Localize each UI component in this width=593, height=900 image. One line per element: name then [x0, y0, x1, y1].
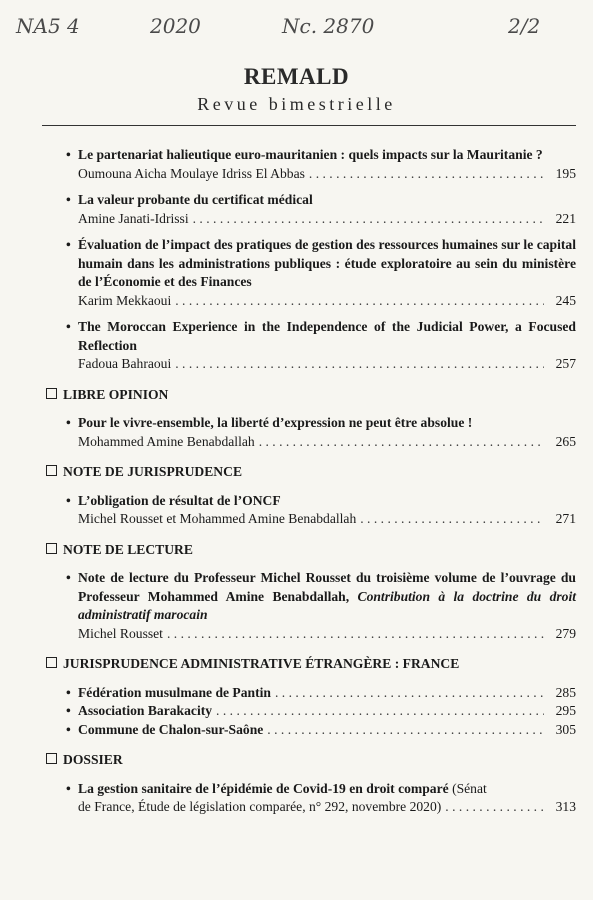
masthead [0, 64, 593, 115]
entry-page: 245 [555, 292, 576, 308]
toc-entry [56, 146, 576, 183]
toc-entry [56, 191, 576, 228]
handwritten-year: 2020 [150, 14, 201, 38]
bullet-icon: • [66, 703, 71, 718]
handwritten-annotations [0, 6, 593, 46]
checkbox-square-icon [46, 543, 57, 554]
entry-page: 305 [555, 721, 576, 737]
entry-title: Le partenariat halieutique euro-mauritanien : quels impacts sur la Mauritanie ? [78, 147, 543, 162]
checkbox-square-icon [46, 753, 57, 764]
bullet-icon: • [66, 147, 71, 162]
entry-page: 195 [555, 165, 576, 181]
entry-title [78, 780, 576, 799]
leader-dots [267, 721, 544, 740]
leader-dots [445, 798, 544, 817]
journal-subtitle: Revue bimestrielle [197, 94, 396, 114]
checkbox-square-icon [46, 465, 57, 476]
entry-author: Karim Mekkaoui [78, 292, 172, 308]
toc-entry [56, 780, 576, 817]
entry-author: Oumouna Aicha Moulaye Idriss El Abbas [78, 165, 305, 181]
handwritten-code: NA5 4 [16, 14, 80, 38]
entry-author: Mohammed Amine Benabdallah [78, 433, 255, 449]
bullet-icon: • [66, 237, 71, 252]
entry-page: 313 [555, 799, 576, 814]
entry-page: 295 [555, 703, 576, 718]
entry-title-note: (Sénat [452, 780, 487, 796]
toc-entry [56, 236, 576, 310]
handwritten-part: 2/2 [508, 14, 541, 38]
leader-dots [259, 433, 544, 452]
entry-title: Fédération musulmane de Pantin [78, 684, 271, 700]
entry-title-main: Note de lecture du Professeur Michel Rousset du troisième volume de l’ouvrage du Professeur Mohammed Amine Benabdallah, [78, 570, 576, 604]
entry-title: Pour le vivre-ensemble, la liberté d’expression ne peut être absolue ! [78, 415, 473, 430]
entry-page: 271 [555, 511, 576, 526]
entry-title-main: La gestion sanitaire de l’épidémie de Covid-19 en droit comparé [78, 780, 449, 796]
section-heading-etrangere: JURISPRUDENCE ADMINISTRATIVE ÉTRANGÈRE : FRANCE [46, 655, 576, 674]
entry-page: 265 [555, 433, 576, 449]
entry-author: Amine Janati-Idrissi [78, 210, 189, 226]
section-heading-jurisprudence: NOTE DE JURISPRUDENCE [46, 463, 576, 482]
toc-entry [56, 702, 576, 721]
entry-title-note-continued: de France, Étude de législation comparée, n° 292, novembre 2020) [78, 799, 442, 814]
entry-page: 285 [555, 684, 576, 700]
entry-page: 257 [555, 356, 576, 371]
leader-dots [275, 684, 544, 703]
header-rule [42, 125, 576, 126]
entry-author: Michel Rousset [78, 625, 163, 641]
bullet-icon: • [66, 192, 71, 207]
leader-dots [216, 702, 544, 721]
leader-dots [309, 165, 544, 184]
entry-title: Évaluation de l’impact des pratiques de gestion des ressources humaines sur le capital humain dans les administrations publiques : étude exploratoire au sein du ministère de l’Économie et des Finances [78, 237, 576, 289]
section-heading-dossier: DOSSIER [46, 751, 576, 770]
bullet-icon: • [66, 721, 71, 737]
bullet-icon: • [66, 780, 71, 796]
entry-title-book: Contribution à la doctrine du droit administratif marocain [78, 588, 577, 622]
table-of-contents [56, 146, 576, 825]
checkbox-square-icon [46, 657, 57, 668]
entry-page: 279 [555, 625, 576, 641]
section-heading-libre-opinion: LIBRE OPINION [46, 386, 576, 405]
handwritten-number: Nc. 2870 [282, 14, 375, 38]
entry-page: 221 [555, 210, 576, 226]
toc-entry [56, 569, 576, 643]
entry-author: Michel Rousset et Mohammed Amine Benabdallah [78, 511, 357, 526]
leader-dots [175, 355, 544, 374]
entry-title: La valeur probante du certificat médical [78, 192, 313, 207]
toc-entry [56, 492, 576, 529]
bullet-icon: • [66, 492, 71, 508]
entry-title: L’obligation de résultat de l’ONCF [78, 492, 281, 508]
leader-dots [167, 625, 544, 644]
entry-author: Fadoua Bahraoui [78, 356, 172, 371]
bullet-icon: • [66, 319, 71, 334]
bullet-icon: • [66, 684, 71, 700]
section-heading-lecture: NOTE DE LECTURE [46, 541, 576, 560]
entry-title: The Moroccan Experience in the Independence of the Judicial Power, a Focused Reflection [78, 319, 576, 353]
toc-entry [56, 318, 576, 374]
leader-dots [360, 510, 544, 529]
toc-entry [56, 721, 576, 740]
leader-dots [193, 210, 544, 229]
toc-entry [56, 414, 576, 451]
toc-entry [56, 684, 576, 703]
journal-title: REMALD [243, 64, 350, 89]
entry-title: Association Barakacity [78, 703, 213, 718]
bullet-icon: • [66, 415, 71, 430]
entry-title: Commune de Chalon-sur-Saône [78, 721, 264, 737]
checkbox-square-icon [46, 388, 57, 399]
leader-dots [175, 292, 544, 311]
entry-title [78, 569, 576, 625]
bullet-icon: • [66, 570, 71, 585]
